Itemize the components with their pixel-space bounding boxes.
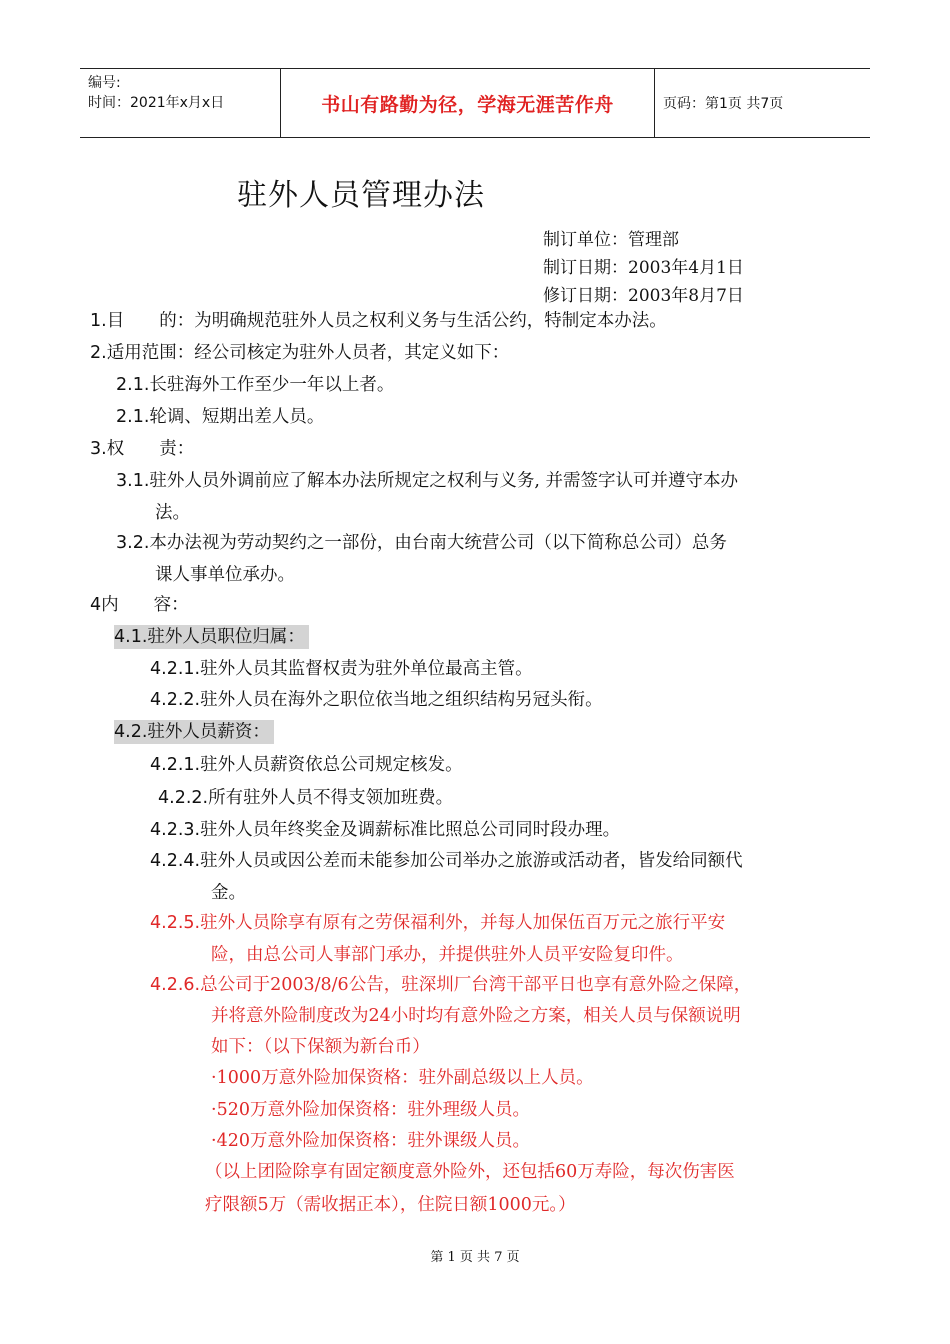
clause-text: 驻外人员除享有原有之劳保福利外，并每人加保伍百万元之旅行平安 xyxy=(200,913,726,933)
page-header xyxy=(80,68,870,138)
clause-3-1-cont xyxy=(155,501,190,525)
clause-text: ·420万意外险加保资格：驻外课级人员。 xyxy=(211,1131,530,1151)
clause-number: 3. xyxy=(90,439,107,459)
clause-number: 2.1. xyxy=(116,407,150,427)
clause-1 xyxy=(90,309,667,333)
coverage-item-1 xyxy=(211,1066,594,1090)
clause-number: 2.1. xyxy=(116,375,150,395)
clause-text: 本办法视为劳动契约之一部份，由台南大统营公司（以下简称总公司）总务 xyxy=(149,533,727,553)
clause-number: 4.1. xyxy=(114,627,148,647)
clause-text: （以上团险除享有固定额度意外险外，还包括60万寿险，每次伤害医 xyxy=(205,1162,735,1182)
clause-text: 驻外人员外调前应了解本办法所规定之权利与义务, 并需签字认可并遵守本办 xyxy=(149,471,739,491)
clause-number: 4.2.2. xyxy=(158,788,209,808)
clause-text: 课人事单位承办。 xyxy=(155,565,295,585)
clause-4-2-6-cont1 xyxy=(211,1004,741,1028)
clause-4 xyxy=(90,593,189,617)
clause-text: 险，由总公司人事部门承办，并提供驻外人员平安险复印件。 xyxy=(211,945,684,965)
clause-text: 驻外人员职位归属： xyxy=(147,627,305,647)
clause-number: 4.2.1. xyxy=(150,659,201,679)
clause-number: 1. xyxy=(90,311,107,331)
clause-4-2-6-cont2 xyxy=(211,1035,430,1059)
code-label: 编号: xyxy=(88,75,121,91)
clause-4-2-5 xyxy=(150,911,725,935)
meta-created: 制订日期：2003年4月1日 xyxy=(543,258,744,278)
clause-text: 如下：（以下保额为新台币） xyxy=(211,1037,430,1057)
clause-4-2-1a xyxy=(150,657,533,681)
clause-text: 目 的：为明确规范驻外人员之权利义务与生活公约，特制定本办法。 xyxy=(106,311,667,331)
clause-3-2-cont xyxy=(155,563,295,587)
clause-4-1 xyxy=(114,625,309,649)
clause-text: ·520万意外险加保资格：驻外理级人员。 xyxy=(211,1100,530,1120)
clause-4-2-3 xyxy=(150,818,620,842)
clause-text: 长驻海外工作至少一年以上者。 xyxy=(149,375,395,395)
clause-number: 4.2.4. xyxy=(150,851,201,871)
clause-4-2-4-cont xyxy=(211,881,246,905)
clause-number: 4 xyxy=(90,595,102,615)
clause-4-2-2a xyxy=(150,688,603,712)
clause-text: 法。 xyxy=(155,503,190,523)
page-footer: 第 1 页 共 7 页 xyxy=(430,1250,520,1265)
clause-text: 驻外人员其监督权责为驻外单位最高主管。 xyxy=(200,659,533,679)
clause-4-2-6 xyxy=(150,973,751,997)
clause-text: 轮调、短期出差人员。 xyxy=(149,407,325,427)
coverage-note-2 xyxy=(205,1193,576,1217)
clause-text: ·1000万意外险加保资格：驻外副总级以上人员。 xyxy=(211,1068,594,1088)
clause-text: 驻外人员年终奖金及调薪标准比照总公司同时段办理。 xyxy=(200,820,621,840)
clause-4-2-2 xyxy=(158,786,453,810)
clause-number: 4.2.6. xyxy=(150,975,201,995)
clause-2-1 xyxy=(116,373,394,397)
document-title: 驻外人员管理办法 xyxy=(237,178,485,213)
clause-number: 4.2.3. xyxy=(150,820,201,840)
meta-unit: 制订单位：管理部 xyxy=(543,230,679,250)
clause-text: 驻外人员薪资： xyxy=(147,722,270,742)
clause-text: 疗限额5万（需收据正本），住院日额1000元。） xyxy=(205,1195,576,1215)
clause-text: 驻外人员薪资依总公司规定核发。 xyxy=(200,755,463,775)
clause-text: 权 责： xyxy=(106,439,195,459)
clause-3-1 xyxy=(116,469,738,493)
clause-4-2-1 xyxy=(150,753,463,777)
clause-3 xyxy=(90,437,194,461)
clause-number: 4.2.2. xyxy=(150,690,201,710)
clause-3-2 xyxy=(116,531,727,555)
page-info: 页码：第1页 共7页 xyxy=(663,96,784,112)
clause-4-2 xyxy=(114,720,274,744)
clause-text: 驻外人员在海外之职位依当地之组织结构另冠头衔。 xyxy=(200,690,603,710)
clause-number: 2. xyxy=(90,343,107,363)
header-left-cell xyxy=(80,69,281,137)
motto: 书山有路勤为径，学海无涯苦作舟 xyxy=(281,69,655,137)
date-line: 时间：2021年x月x日 xyxy=(88,95,225,111)
clause-text: 所有驻外人员不得支领加班费。 xyxy=(208,788,454,808)
clause-4-2-5-cont xyxy=(211,943,684,967)
clause-2 xyxy=(90,341,509,365)
coverage-note-1 xyxy=(205,1160,735,1184)
clause-number: 3.2. xyxy=(116,533,150,553)
clause-text: 金。 xyxy=(211,883,246,903)
clause-number: 3.1. xyxy=(116,471,150,491)
clause-text: 驻外人员或因公差而未能参加公司举办之旅游或活动者，皆发给同额代 xyxy=(200,851,743,871)
clause-4-2-4 xyxy=(150,849,743,873)
clause-text: 适用范围：经公司核定为驻外人员者，其定义如下： xyxy=(106,343,510,363)
meta-revised: 修订日期：2003年8月7日 xyxy=(543,286,744,306)
coverage-item-3 xyxy=(211,1129,530,1153)
clause-text: 并将意外险制度改为24小时均有意外险之方案，相关人员与保额说明 xyxy=(211,1006,741,1026)
clause-2-1b xyxy=(116,405,324,429)
clause-number: 4.2.5. xyxy=(150,913,201,933)
clause-number: 4.2. xyxy=(114,722,148,742)
clause-text: 总公司于2003/8/6公告，驻深圳厂台湾干部平日也享有意外险之保障， xyxy=(200,975,752,995)
coverage-item-2 xyxy=(211,1098,530,1122)
clause-number: 4.2.1. xyxy=(150,755,201,775)
clause-text: 内 容： xyxy=(101,595,189,615)
